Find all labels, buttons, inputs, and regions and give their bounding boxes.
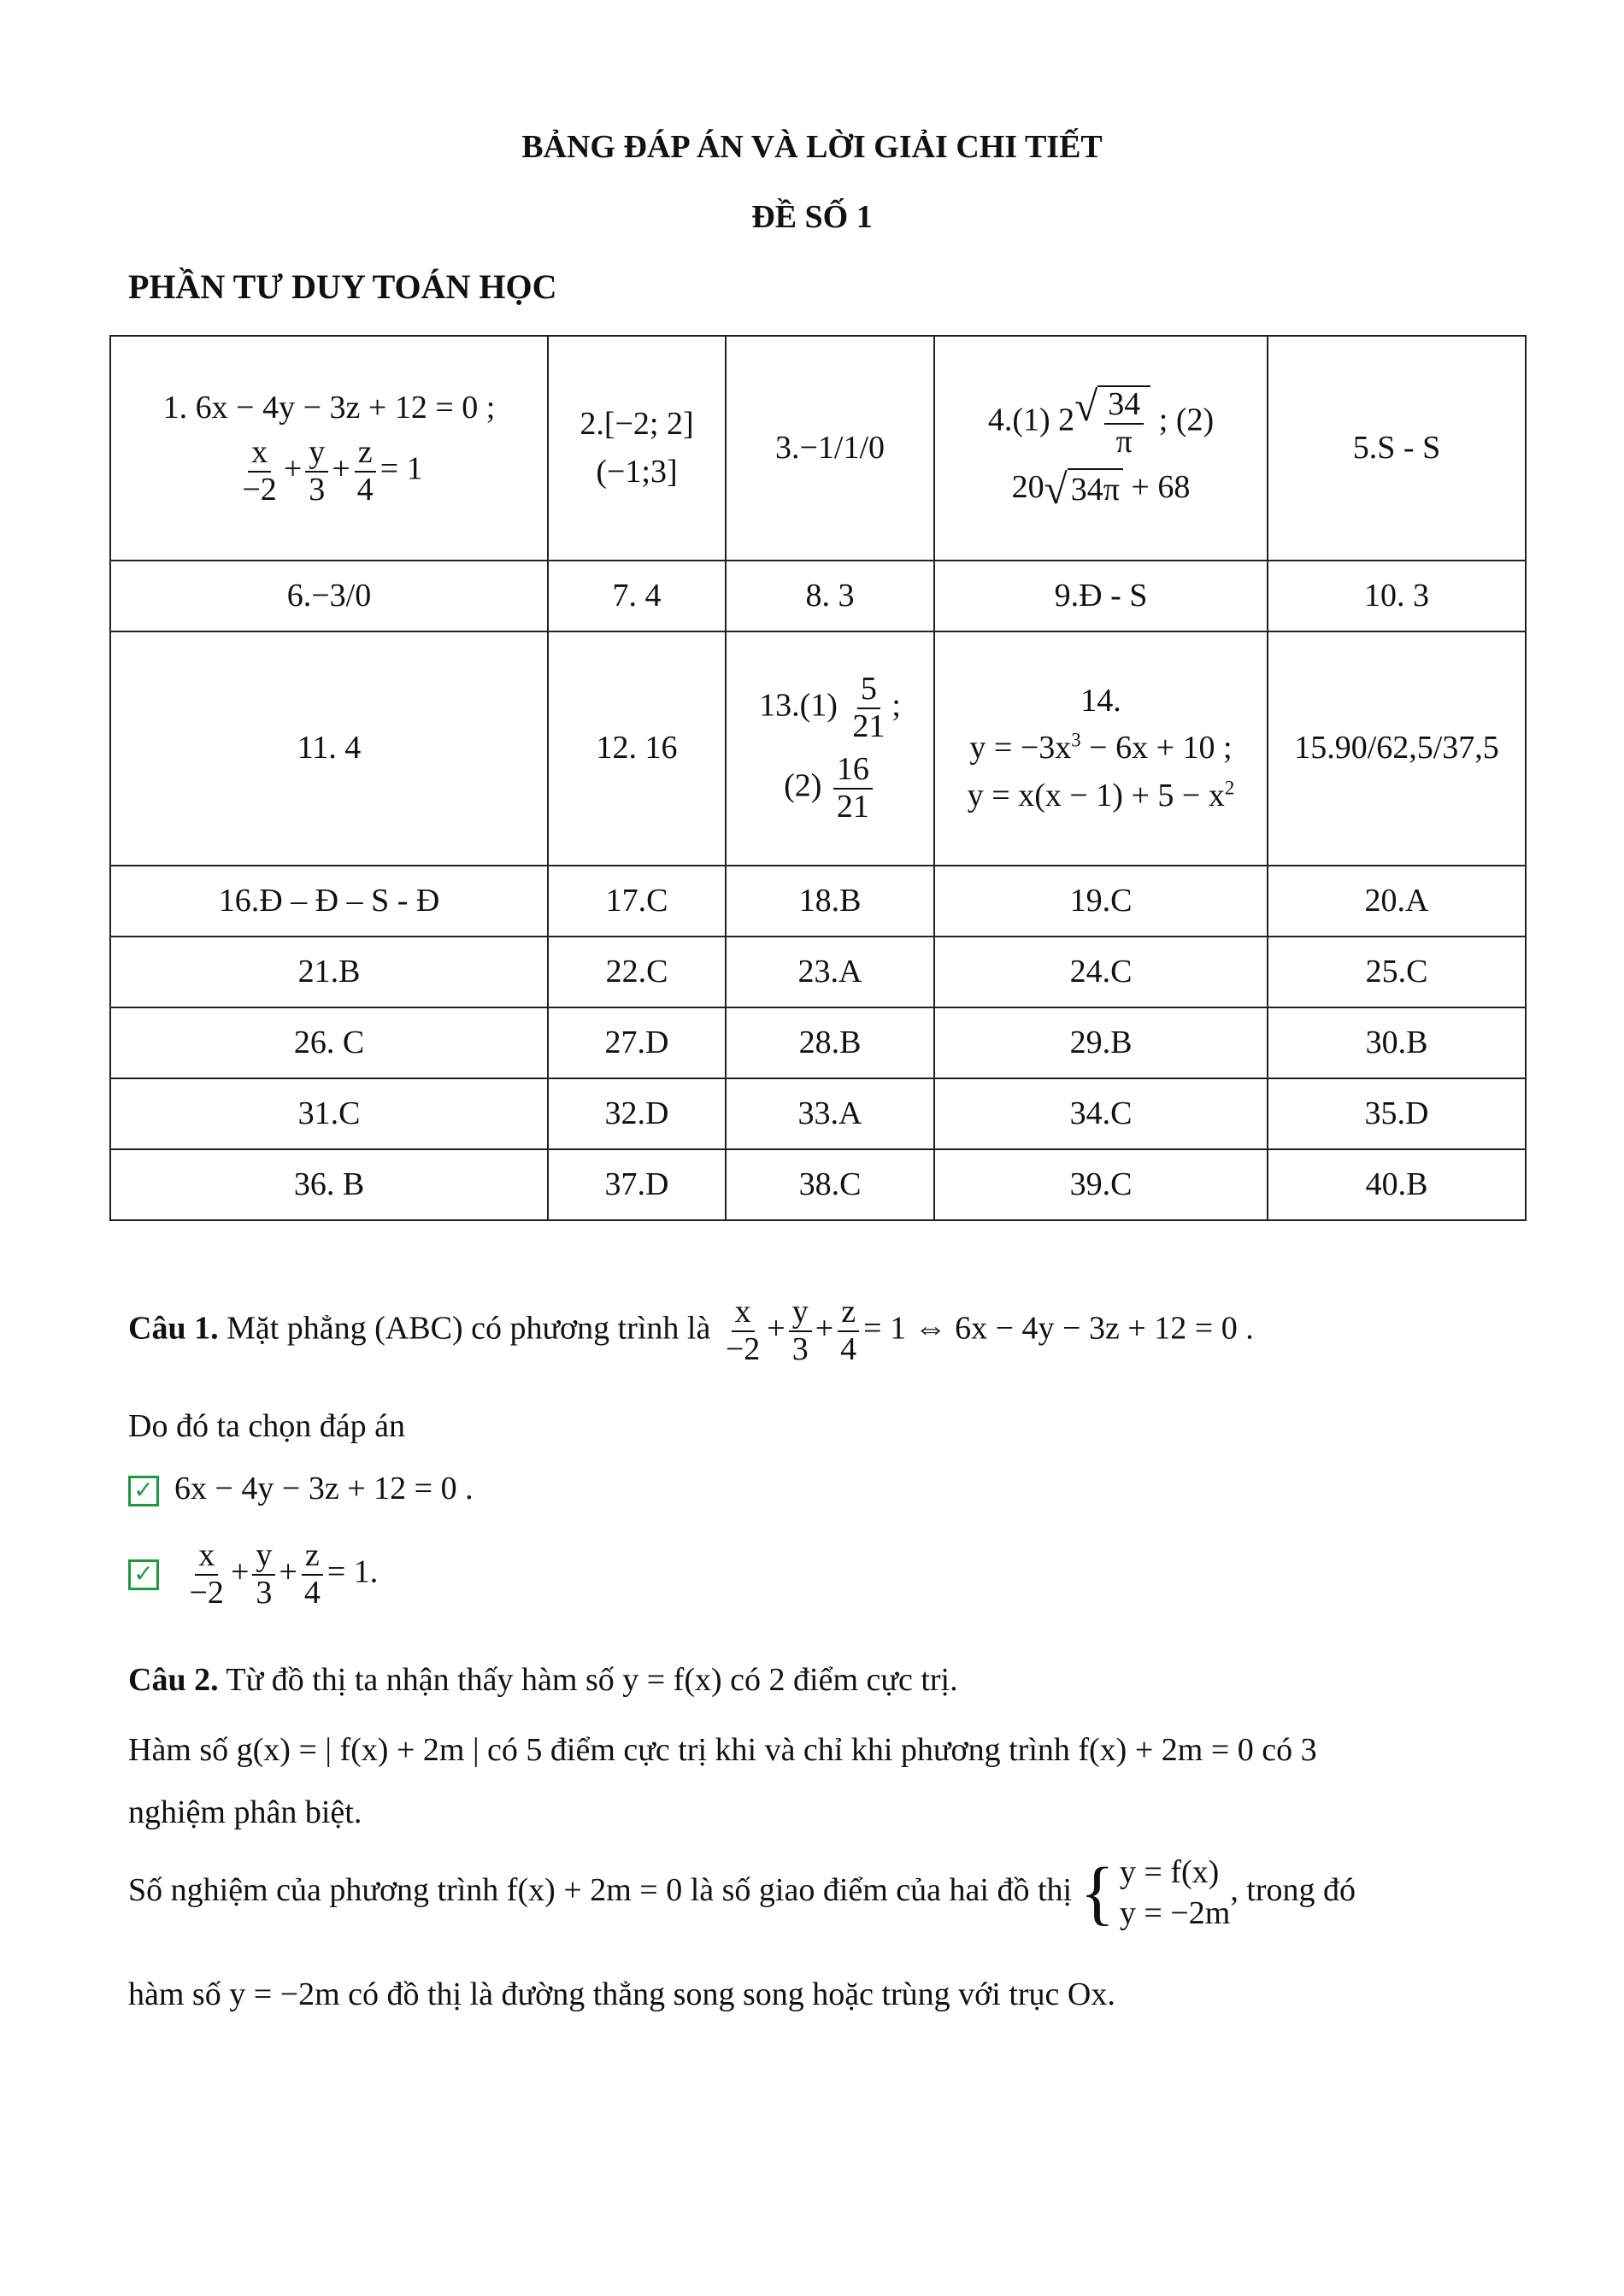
equation-system: { y = f(x) y = −2m bbox=[1080, 1853, 1231, 1933]
answer-cell-8: 8. 3 bbox=[726, 561, 934, 631]
answer-cell-31: 31.C bbox=[110, 1078, 548, 1149]
table-row bbox=[110, 937, 1526, 1007]
answer-table bbox=[109, 335, 1527, 1221]
solution-q2-line1: Câu 2. Từ đồ thị ta nhận thấy hàm số y = f(x) có 2 điểm cực trị. bbox=[128, 1662, 958, 1698]
table-row bbox=[110, 866, 1526, 937]
answer-cell-3: 3.−1/1/0 bbox=[726, 336, 934, 561]
answer-cell-38: 38.C bbox=[726, 1149, 934, 1220]
answer-cell-26: 26. C bbox=[110, 1007, 548, 1078]
solution-q1-statement: Câu 1. Mặt phẳng (ABC) có phương trình là $\frac{x}{-2}$ + $\frac{y}{3}$ + $\frac{z}{4}$ = 1 ⇔ 6x − 4y − 3z + 12 = 0 . bbox=[128, 1294, 1254, 1367]
answer-cell-15: 15.90/62,5/37,5 bbox=[1268, 631, 1526, 866]
answer-cell-5: 5.S - S bbox=[1268, 336, 1526, 561]
solution-q2-line2: Hàm số g(x) = | f(x) + 2m | có 5 điểm cực trị khi và chỉ khi phương trình f(x) + 2m = 0 có 3 bbox=[128, 1732, 1317, 1768]
solution-q2-line5: hàm số y = −2m có đồ thị là đường thẳng song song hoặc trùng với trục Ox. bbox=[128, 1976, 1115, 2012]
answer-cell-29: 29.B bbox=[934, 1007, 1268, 1078]
checkbox-checked-icon: ✓ bbox=[128, 1559, 159, 1590]
answer-cell-21: 21.B bbox=[110, 937, 548, 1007]
answer-cell-27: 27.D bbox=[548, 1007, 726, 1078]
answer-cell-25: 25.C bbox=[1268, 937, 1526, 1007]
question-label: Câu 2. bbox=[128, 1662, 219, 1698]
answer-cell-23: 23.A bbox=[726, 937, 934, 1007]
answer-cell-1: 1. 6x − 4y − 3z + 12 = 0 ; $\frac{x}{-2}$ + $\frac{y}{3}$ + $\frac{z}{4}$ = 1 bbox=[110, 336, 548, 561]
solution-q1-option-2: ✓ $\frac{x}{-2}$ + $\frac{y}{3}$ + $\frac{z}{4}$ = 1. bbox=[128, 1538, 1496, 1612]
table-row bbox=[110, 1149, 1526, 1220]
answer-cell-39: 39.C bbox=[934, 1149, 1268, 1220]
answer-cell-34: 34.C bbox=[934, 1078, 1268, 1149]
answer-cell-16: 16.Đ – Đ – S - Đ bbox=[110, 866, 548, 937]
table-row bbox=[110, 561, 1526, 631]
table-row bbox=[110, 631, 1526, 866]
document-title: BẢNG ĐÁP ÁN VÀ LỜI GIẢI CHI TIẾT bbox=[521, 129, 1103, 165]
answer-cell-7: 7. 4 bbox=[548, 561, 726, 631]
document-subtitle: ĐỀ SỐ 1 bbox=[751, 199, 873, 235]
answer-cell-2: 2.[−2; 2] (−1;3] bbox=[548, 336, 726, 561]
checkbox-checked-icon: ✓ bbox=[128, 1476, 159, 1506]
answer-cell-9: 9.Đ - S bbox=[934, 561, 1268, 631]
answer-cell-33: 33.A bbox=[726, 1078, 934, 1149]
answer-cell-17: 17.C bbox=[548, 866, 726, 937]
solution-q1-choose: Do đó ta chọn đáp án bbox=[128, 1408, 405, 1444]
answer-cell-10: 10. 3 bbox=[1268, 561, 1526, 631]
answer-cell-37: 37.D bbox=[548, 1149, 726, 1220]
answer-cell-30: 30.B bbox=[1268, 1007, 1526, 1078]
answer-cell-4: 4.(1) 2 √ $\frac{34}{\pi}$ ; (2) 20 √ 34π + 68 bbox=[934, 336, 1268, 561]
question-label: Câu 1. bbox=[128, 1310, 219, 1347]
answer-cell-19: 19.C bbox=[934, 866, 1268, 937]
answer-cell-36: 36. B bbox=[110, 1149, 548, 1220]
answer-cell-20: 20.A bbox=[1268, 866, 1526, 937]
solution-q1-option-1: ✓ 6x − 4y − 3z + 12 = 0 . bbox=[128, 1468, 1496, 1510]
solution-q2-line4: Số nghiệm của phương trình f(x) + 2m = 0 là số giao điểm của hai đồ thị { y = f(x) y = −2m , trong đó bbox=[128, 1853, 1356, 1933]
answer-cell-13: 13.(1) $\frac{5}{21}$ ; (2) $\frac{16}{21}$ bbox=[726, 631, 934, 866]
answer-cell-35: 35.D bbox=[1268, 1078, 1526, 1149]
section-title: PHẦN TƯ DUY TOÁN HỌC bbox=[128, 267, 557, 306]
table-row bbox=[110, 336, 1526, 561]
table-row bbox=[110, 1078, 1526, 1149]
answer-cell-28: 28.B bbox=[726, 1007, 934, 1078]
table-row bbox=[110, 1007, 1526, 1078]
answer-cell-6: 6.−3/0 bbox=[110, 561, 548, 631]
answer-cell-14: 14. $y = -3x^3 - 6x + 10$ ; $y = x(x - 1) + 5 - x^2$ bbox=[934, 631, 1268, 866]
answer-cell-24: 24.C bbox=[934, 937, 1268, 1007]
solution-q2-line3: nghiệm phân biệt. bbox=[128, 1794, 362, 1830]
plane-equation-intercept: $\frac{x}{-2}$ + $\frac{y}{3}$ + $\frac{z}{4}$ = 1 bbox=[242, 434, 423, 508]
answer-cell-18: 18.B bbox=[726, 866, 934, 937]
answer-cell-12: 12. 16 bbox=[548, 631, 726, 866]
answer-cell-32: 32.D bbox=[548, 1078, 726, 1149]
answer-cell-11: 11. 4 bbox=[110, 631, 548, 866]
answer-cell-40: 40.B bbox=[1268, 1149, 1526, 1220]
answer-cell-22: 22.C bbox=[548, 937, 726, 1007]
